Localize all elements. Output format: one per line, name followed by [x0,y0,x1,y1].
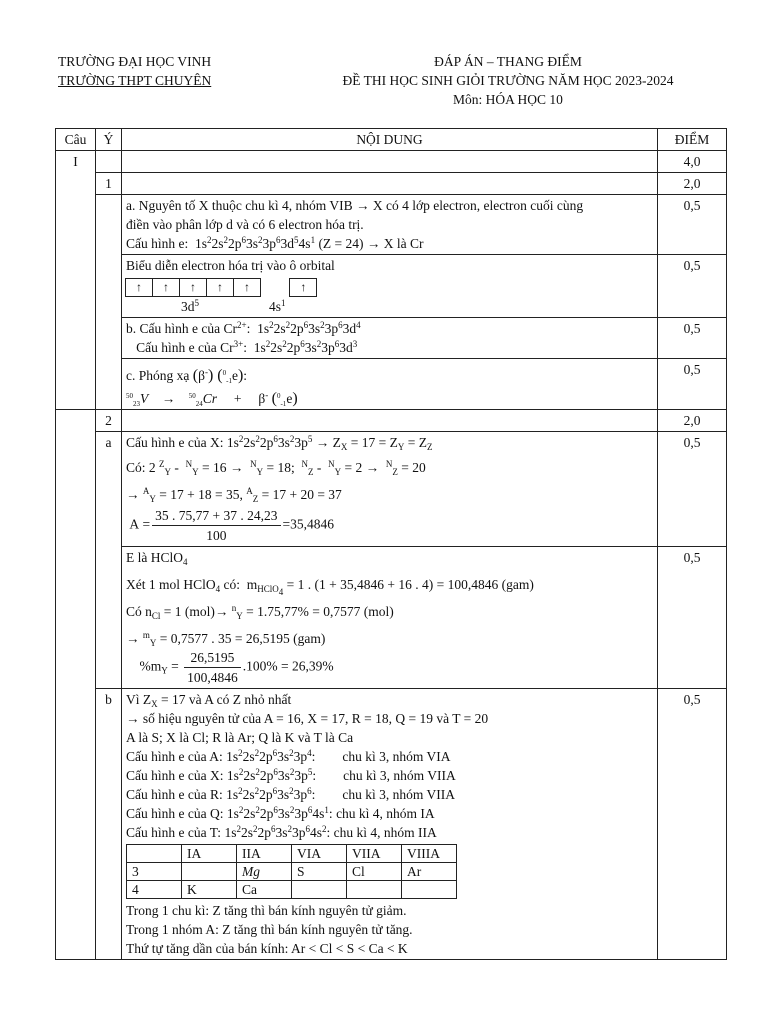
answer-1c: c. Phóng xạ (β-) ($^0_{-1}$e): $^{50}_{23}$V → $^{50}_{24}$Cr + β- ($^0_{-1}$e) [122,359,658,410]
col-header-score: ĐIỂM [658,129,727,151]
orbital-3d-boxes: ↑ ↑ ↑ ↑ ↑ [126,278,261,297]
part-label: 1 [96,173,122,195]
col-header-cau: Câu [56,129,96,151]
answer-2a-isotopes: Cấu hình e của X: $1s^22s^22p^63s^23p^5 \to Z_X = 17 = Z_Y = Z_Z$ Có: 2 $^Z_Y$ - $^N_Y$ = 16 → $^N_Y$ = 18; $^N_Z$ - $^N_Y$ = 2 → $^N_Z$ = 20 → $^A_Y$ = 17 + 18 = 35, $^A_Z$ = 17 + 20 = 37 A = $\frac{35 . 75,77 + 37 . 24,23}{100}$ =35,4846 [122,432,658,547]
orbital-diagram: Biểu diễn electron hóa trị vào ô orbital ↑ ↑ ↑ ↑ ↑ ↑ $3d^5$ $4s^1$ [122,255,658,318]
part-label: 2 [96,410,122,432]
subject: Môn: HÓA HỌC 10 [453,92,563,107]
score: 0,5 [658,547,727,689]
university-name: TRƯỜNG ĐẠI HỌC VINH [58,54,212,69]
table-row [56,547,727,689]
score: 0,5 [658,432,727,547]
score: 0,5 [658,689,727,960]
col-header-y: Ý [96,129,122,151]
question-label: I [56,151,96,410]
answer-table [55,128,727,960]
table-row [56,410,727,432]
table-row [56,318,727,359]
table-row [56,689,727,960]
score: 0,5 [658,195,727,255]
table-row [56,151,727,173]
part-total: 2,0 [658,410,727,432]
answer-2b: Vì $Z_X = 17$ và A có Z nhỏ nhất → số hiệu nguyên tử của A = 16, X = 17, R = 18, Q = 19 và T = 20 A là S; X là Cl; R là Ar; Q là K và T là Ca Cấu hình e của A: $1s^22s^22p^63s^23p^4$: chu kì 3, nhóm VIA Cấu hình e của X: $1s^22s^22p^63s^23p^5$: chu kì 3, nhóm VIIA Cấu hình e của R: $1s^22s^22p^63s^23p^6$: chu kì 3, nhóm VIIA Cấu hình e của Q: $1s^22s^22p^63s^23p^64s^1$: chu kì 4, nhóm IA Cấu hình e của T: $1s^22s^22p^63s^23p^64s^2$: chu kì 4, nhóm IIA IA IIA VIA VIIA VIIIA 3 Mg S Cl Ar 4 K Ca Trong 1 chu kì: Z tăng thì bán kính nguyên tử giảm. Trong 1 nhóm A: Z tăng thì bán kính nguyên tử tăng. Thứ tự tăng dần của bán kính: Ar < Cl < S < Ca < K [122,689,658,960]
table-row [56,432,727,547]
part-label: a [96,432,122,689]
document-header [58,52,718,112]
exam-title-block [288,52,728,109]
orbital-4s-box: ↑ [290,278,317,297]
part-total: 2,0 [658,173,727,195]
table-row [56,255,727,318]
question-total: 4,0 [658,151,727,173]
doc-title: ĐÁP ÁN – THANG ĐIỂM [434,54,582,69]
school-name: TRƯỜNG THPT CHUYÊN [58,73,212,88]
answer-2a-mass: E là HClO$_4$ Xét 1 mol HClO$_4$ có: $m_{HClO_4} = 1$ . (1 + 35,4846 + 16 . 4) = 100,4846 (gam) Có $n_{Cl} = 1$ (mol)→ $^n_Y$ = 1.75,77% = 0,7577 (mol) → $^m_Y$ = 0,7577 . 35 = 26,5195 (gam) $\%m_Y$ = $\frac{26,5195}{100,4846}$ .100% = 26,39% [122,547,658,689]
col-header-content: NỘI DUNG [122,129,658,151]
school-block [58,52,211,90]
periodic-table-excerpt: IA IIA VIA VIIA VIIIA 3 Mg S Cl Ar 4 K Ca [126,844,457,899]
exam-name: ĐỀ THI HỌC SINH GIỎI TRƯỜNG NĂM HỌC 2023-2024 [342,73,674,88]
table-header-row [56,129,727,151]
table-row [56,359,727,410]
answer-1b: b. Cấu hình e của $Cr^{2+}$: $1s^22s^22p^63s^23p^63d^4$ Cấu hình e của $Cr^{3+}$: $1s^22s^22p^63s^23p^63d^3$ [122,318,658,359]
part-label: b [96,689,122,960]
table-row [56,195,727,255]
answer-1a: a. Nguyên tố X thuộc chu kì 4, nhóm VIB → X có 4 lớp electron, electron cuối cùng điền vào phân lớp d và có 6 electron hóa trị. Cấu hình e: $1s^22s^22p^63s^23p^63d^54s^1$ (Z = 24) → X là Cr [122,195,658,255]
score: 0,5 [658,255,727,318]
score: 0,5 [658,359,727,410]
score: 0,5 [658,318,727,359]
table-row [56,173,727,195]
